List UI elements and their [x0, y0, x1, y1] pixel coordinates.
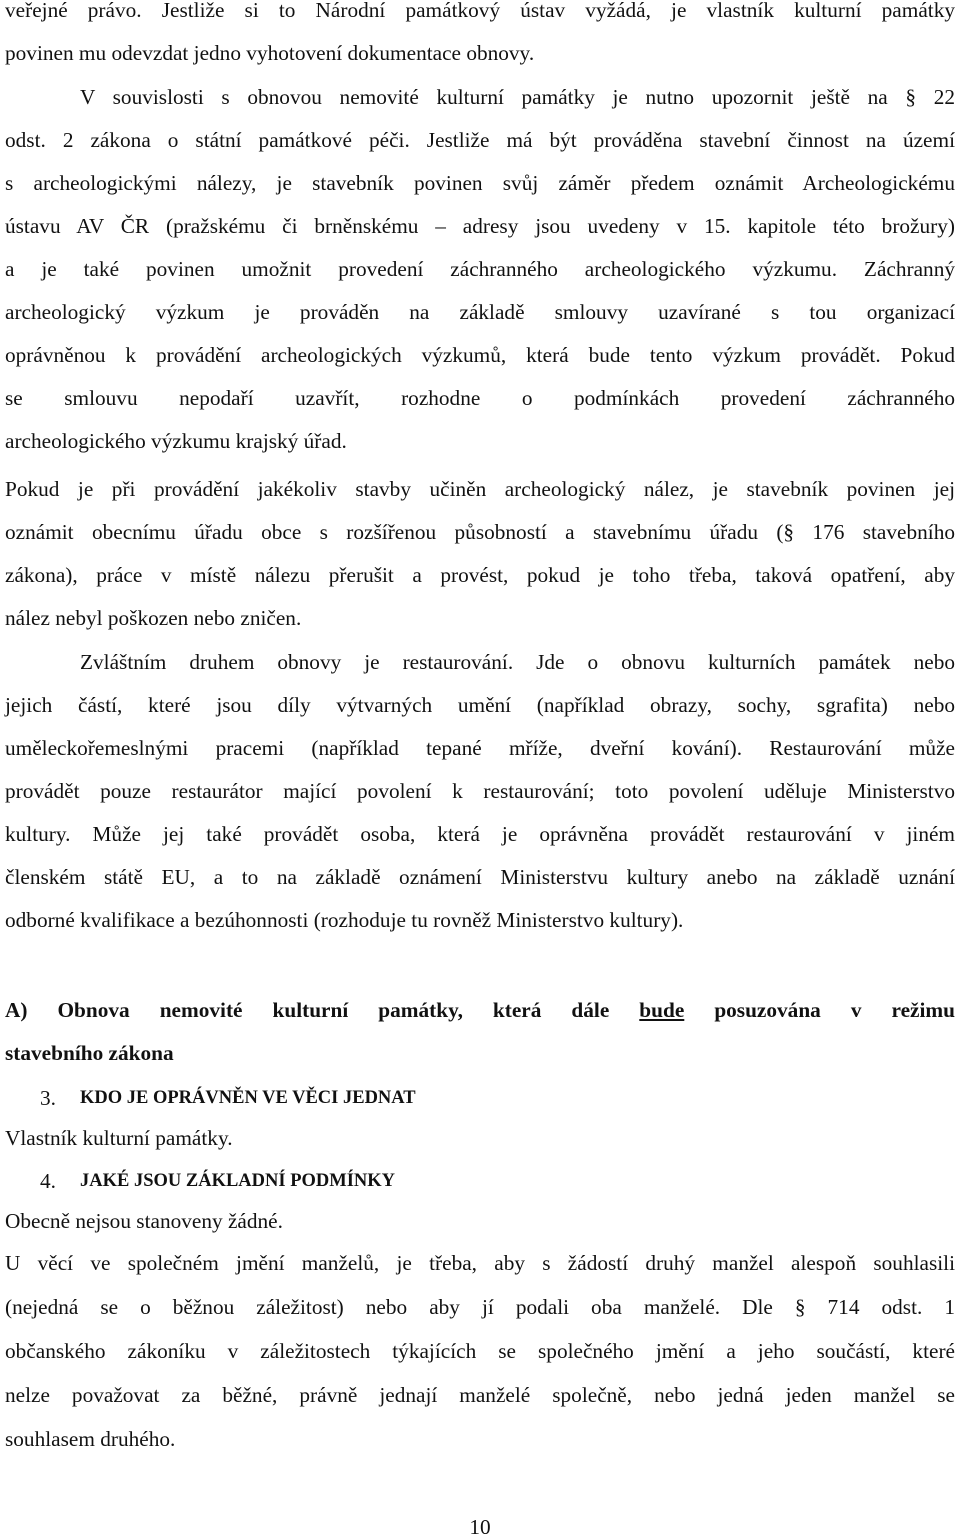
- text-line: ústavu AV ČR (pražskému či brněnskému – adresy jsou uvedeny v 15. kapitole této brožury): [5, 214, 955, 238]
- text-line: uměleckořemeslnými pracemi (například tepané mříže, dveřní kování). Restaurování může: [5, 736, 955, 760]
- text-line: a je také povinen umožnit provedení záchranného archeologického výzkumu. Záchranný: [5, 257, 955, 281]
- text-line: archeologického výzkumu krajský úřad.: [5, 429, 347, 453]
- text-line: veřejné právo. Jestliže si to Národní památkový ústav vyžádá, je vlastník kulturní památky: [5, 0, 955, 22]
- text-line: jejich částí, které jsou díly výtvarných umění (například obrazy, sochy, sgrafita) nebo: [5, 693, 955, 717]
- text-line: členském státě EU, a to na základě oznámení Ministerstvu kultury anebo na základě uznání: [5, 865, 955, 889]
- text-line: U věcí ve společném jmění manželů, je třeba, aby s žádostí druhý manžel alespoň souhlasili: [5, 1251, 955, 1275]
- text-line: archeologický výzkum je prováděn na základě smlouvy uzavírané s tou organizací: [5, 300, 955, 324]
- item-text: Vlastník kulturní památky.: [5, 1126, 233, 1150]
- text-line: Zvláštním druhem obnovy je restaurování. Jde o obnovu kulturních památek nebo: [80, 650, 955, 674]
- text-line: odst. 2 zákona o státní památkové péči. Jestliže má být prováděna stavební činnost na území: [5, 128, 955, 152]
- text-line: kultury. Může jej také provádět osoba, která je oprávněna provádět restaurování v jiném: [5, 822, 955, 846]
- text-line: oprávněnou k provádění archeologických výzkumů, která bude tento výzkum provádět. Pokud: [5, 343, 955, 367]
- item-heading: KDO JE OPRÁVNĚN VE VĚCI JEDNAT: [80, 1088, 416, 1108]
- text-line: povinen mu odevzdat jedno vyhotovení dokumentace obnovy.: [5, 41, 535, 65]
- text-line: občanského zákoníku v záležitostech týkajících se společného jmění a jeho součástí, které: [5, 1339, 955, 1363]
- text-line: s archeologickými nálezy, je stavebník povinen svůj záměr předem oznámit Archeologickému: [5, 171, 955, 195]
- text-line: (nejedná se o běžnou záležitost) nebo aby jí podali oba manželé. Dle § 714 odst. 1: [5, 1295, 955, 1319]
- item-number: 3.: [40, 1086, 56, 1110]
- section-heading-part1: A) Obnova nemovité kulturní památky, která dále: [5, 998, 610, 1022]
- section-heading: [5, 997, 955, 1023]
- page-number: 10: [469, 1515, 491, 1539]
- text-line: oznámit obecnímu úřadu obce s rozšířenou působností a stavebnímu úřadu (§ 176 stavebního: [5, 520, 955, 544]
- section-heading-part2: posuzována v režimu: [714, 998, 955, 1022]
- text-line: souhlasem druhého.: [5, 1427, 176, 1451]
- item-number: 4.: [40, 1169, 56, 1193]
- text-line: V souvislosti s obnovou nemovité kulturní památky je nutno upozornit ještě na § 22: [80, 85, 955, 109]
- text-line: se smlouvu nepodaří uzavřít, rozhodne o podmínkách provedení záchranného: [5, 386, 955, 410]
- section-heading-line2: stavebního zákona: [5, 1041, 174, 1065]
- text-line: nelze považovat za běžné, právně jednají manželé společně, nebo jedná jeden manžel se: [5, 1383, 955, 1407]
- text-line: Pokud je při provádění jakékoliv stavby učiněn archeologický nález, je stavebník povinen jej: [5, 477, 955, 501]
- text-line: nález nebyl poškozen nebo zničen.: [5, 606, 302, 630]
- text-line: provádět pouze restaurátor mající povolení k restaurování; toto povolení uděluje Ministerstvo: [5, 779, 955, 803]
- text-line: zákona), práce v místě nálezu přerušit a provést, pokud je toho třeba, taková opatření, aby: [5, 563, 955, 587]
- section-heading-underlined: bude: [639, 998, 685, 1022]
- item-text: Obecně nejsou stanoveny žádné.: [5, 1209, 283, 1233]
- item-heading: JAKÉ JSOU ZÁKLADNÍ PODMÍNKY: [80, 1171, 396, 1191]
- text-line: odborné kvalifikace a bezúhonnosti (rozhoduje tu rovněž Ministerstvo kultury).: [5, 908, 684, 932]
